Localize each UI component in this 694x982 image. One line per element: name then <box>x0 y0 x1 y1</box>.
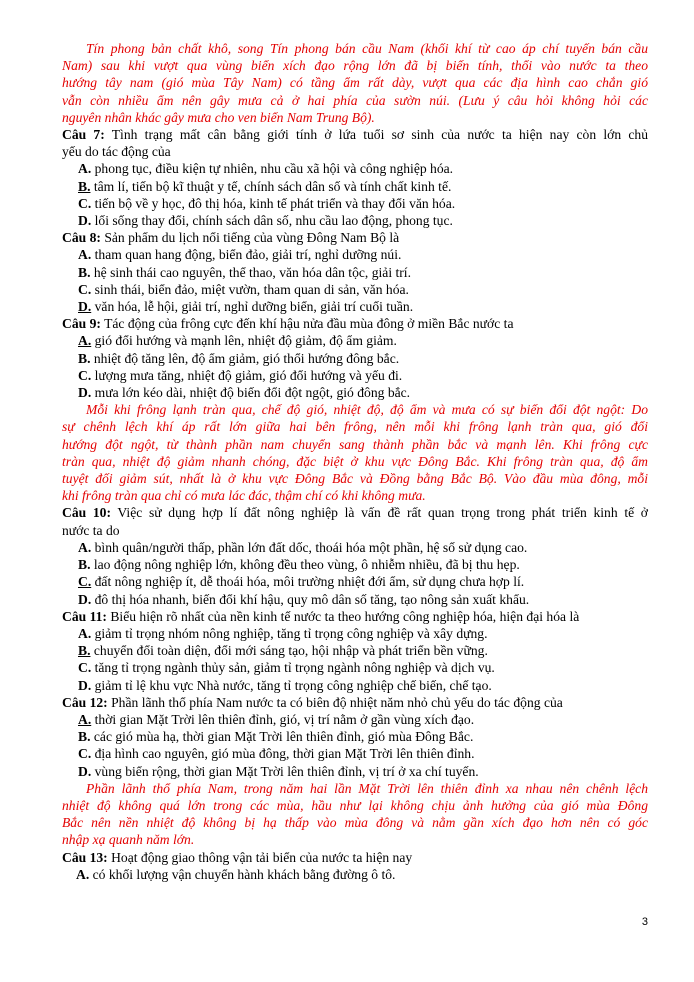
option-d: D. lối sống thay đổi, chính sách dân số, nhu cầu lao động, phong tục. <box>78 213 453 229</box>
explanation-line: hướng tây nam (gió mùa Tây Nam) có tầng ẩm rất dày, vượt qua các địa hình cao chắn gió <box>62 75 648 91</box>
option-d: D. văn hóa, lễ hội, giải trí, nghỉ dưỡng biển, giải trí cuối tuần. <box>78 299 414 315</box>
option-a: A. bình quân/người thấp, phần lớn đất dốc, thoái hóa một phần, hệ số sử dụng cao. <box>78 539 528 555</box>
question-text: Biểu hiện rõ nhất của nền kinh tế nước ta theo hướng công nghiệp hóa, hiện đại hóa là <box>110 608 580 624</box>
explanation-line: nhập xạ quanh năm lớn. <box>62 832 195 848</box>
option-d: D. mưa lớn kéo dài, nhiệt độ biến đổi đột ngột, gió đông bắc. <box>78 385 411 401</box>
option-c: C. địa hình cao nguyên, gió mùa đông, thời gian Mặt Trời lên thiên đỉnh. <box>78 746 475 762</box>
question-label: Câu 10: <box>62 505 111 521</box>
option-d: D. giảm tỉ lệ khu vực Nhà nước, tăng tỉ trọng công nghiệp chế biến, chế tạo. <box>78 677 492 693</box>
option-b: B. nhiệt độ tăng lên, độ ẩm giảm, gió thổi hướng đông bắc. <box>78 350 400 366</box>
question-text: Hoạt động giao thông vận tải biển của nước ta hiện nay <box>111 849 413 865</box>
question-text-cont: yếu do tác động của <box>62 144 171 160</box>
explanation-line: nhiệt độ không quá lớn trong các mùa, hầu như lại không chịu ảnh hưởng của gió mùa Đông <box>62 797 648 813</box>
question-text: Tình trạng mất cân bằng giới tính ở lứa tuổi sơ sinh của nước ta hiện nay còn lớn chủ <box>111 127 649 143</box>
option-c: C. sinh thái, biển đảo, miệt vườn, tham quan di sản, văn hóa. <box>78 281 409 297</box>
option-a: A. tham quan hang động, biển đảo, giải trí, nghỉ dưỡng núi. <box>78 247 402 263</box>
explanation-line: nguyên nhân khác gây mưa cho ven biển Nam Trung Bộ). <box>62 109 375 125</box>
explanation-line: Nam) sau khi vượt qua vùng biển xích đạo rộng lớn đã bị biến tính, thổi vào nước ta theo <box>62 58 648 74</box>
option-b: B. các gió mùa hạ, thời gian Mặt Trời lên thiên đỉnh, gió mùa Đông Bắc. <box>78 729 474 745</box>
explanation-line: hướng đột ngột, từ thành phần nam chuyển sang thành phần bắc và mạnh lên. Khi frông cực <box>62 436 648 452</box>
document-page <box>62 40 648 883</box>
option-a: A. phong tục, điều kiện tự nhiên, nhu cầu xã hội và công nghiệp hóa. <box>78 161 454 177</box>
option-b: B. hệ sinh thái cao nguyên, thể thao, văn hóa dân tộc, giải trí. <box>78 264 411 280</box>
option-a: A. gió đổi hướng và mạnh lên, nhiệt độ giảm, độ ẩm giảm. <box>78 333 397 349</box>
explanation-line: khi frông tràn qua chỉ có mưa lác đác, thậm chí có khi không mưa. <box>62 488 426 504</box>
option-c: C. tiến bộ về y học, đô thị hóa, kinh tế phát triển và thay đổi văn hóa. <box>78 195 456 211</box>
explanation-line: Mỗi khi frông lạnh tràn qua, chế độ gió, nhiệt độ, độ ẩm và mưa có sự biến đổi đột ngột: Do <box>86 402 648 418</box>
option-c: C. tăng tỉ trọng ngành thủy sản, giảm tỉ trọng ngành nông nghiệp và dịch vụ. <box>78 660 495 676</box>
option-c: C. đất nông nghiệp ít, dễ thoái hóa, môi trường nhiệt đới ẩm, sử dụng chưa hợp lí. <box>78 574 525 590</box>
explanation-line: tuyệt đối giảm sút, nhất là ở khu vực Đông Bắc và Đồng bằng Bắc Bộ. Vào đầu mùa đông, mỗi <box>62 471 648 487</box>
question-label: Câu 7: <box>62 127 105 143</box>
question-label: Câu 11: <box>62 608 107 624</box>
explanation-line: vẫn còn nhiều ẩm nên gây mưa cả ở hai phía của sườn núi. (Lưu ý câu hỏi không hỏi các <box>62 92 648 108</box>
question-label: Câu 8: <box>62 230 101 246</box>
option-b: B. lao động nông nghiệp lớn, không đều theo vùng, ô nhiễm nhiều, đã bị thu hẹp. <box>78 557 520 573</box>
question-7 <box>62 126 648 143</box>
option-d: D. vùng biển rộng, thời gian Mặt Trời lên thiên đỉnh, vị trí ở xa chí tuyến. <box>78 763 479 779</box>
question-label: Câu 9: <box>62 316 101 332</box>
question-text-cont: nước ta do <box>62 522 120 538</box>
question-12 <box>62 694 648 711</box>
explanation-line: sự chênh lệch khí áp rất lớn giữa hai bên frông, nên mỗi khi frông lạnh tràn qua, gió đổi <box>62 419 648 435</box>
question-label: Câu 12: <box>62 694 108 710</box>
option-a: A. giảm tỉ trọng nhóm nông nghiệp, tăng tỉ trọng công nghiệp và xây dựng. <box>78 625 488 641</box>
question-11 <box>62 608 648 625</box>
question-text: Tác động của frông cực đến khí hậu nửa đầu mùa đông ở miền Bắc nước ta <box>104 316 514 332</box>
explanation-line: Phần lãnh thổ phía Nam, trong năm hai lần Mặt Trời lên thiên đỉnh xa nhau nên chênh lệch <box>86 780 648 796</box>
question-8 <box>62 229 648 246</box>
explanation-line: Tín phong bản chất khô, song Tín phong bán cầu Nam (khối khí từ cao áp chí tuyến bán cầu <box>86 41 648 56</box>
question-text: Việc sử dụng hợp lí đất nông nghiệp là vấn đề rất quan trọng trong phát triển kinh tế ở <box>117 505 648 521</box>
question-text: Phần lãnh thổ phía Nam nước ta có biên độ nhiệt năm nhỏ chủ yếu do tác động của <box>111 694 563 710</box>
question-10 <box>62 504 648 521</box>
explanation-line: Bắc nên nền nhiệt độ không bị hạ thấp vào mùa đông và nằm gần xích đạo hơn nên có góc <box>62 815 648 831</box>
option-c: C. lượng mưa tăng, nhiệt độ giảm, gió đổi hướng và yếu đi. <box>78 367 403 383</box>
question-text: Sản phẩm du lịch nổi tiếng của vùng Đông Nam Bộ là <box>104 230 400 246</box>
option-a: A. thời gian Mặt Trời lên thiên đỉnh, gió, vị trí nằm ở gần vùng xích đạo. <box>78 711 475 727</box>
question-13 <box>62 849 648 866</box>
explanation-line: tràn qua, nhiệt độ giảm nhanh chóng, đặc biệt ở khu vực Đông Bắc. Khi frông tràn qua, độ ẩm <box>62 453 648 469</box>
option-a: A. có khối lượng vận chuyển hành khách bằng đường ô tô. <box>76 866 396 882</box>
option-d: D. đô thị hóa nhanh, biến đổi khí hậu, quy mô dân số tăng, tạo nông sản xuất khẩu. <box>78 591 530 607</box>
page-number: 3 <box>641 916 648 928</box>
option-b: B. chuyển đổi toàn diện, đổi mới sáng tạo, hội nhập và phát triển bền vững. <box>78 643 488 659</box>
question-9 <box>62 315 648 332</box>
option-b: B. tâm lí, tiến bộ kĩ thuật y tế, chính sách dân số và tính chất kinh tế. <box>78 178 452 194</box>
question-label: Câu 13: <box>62 849 108 865</box>
